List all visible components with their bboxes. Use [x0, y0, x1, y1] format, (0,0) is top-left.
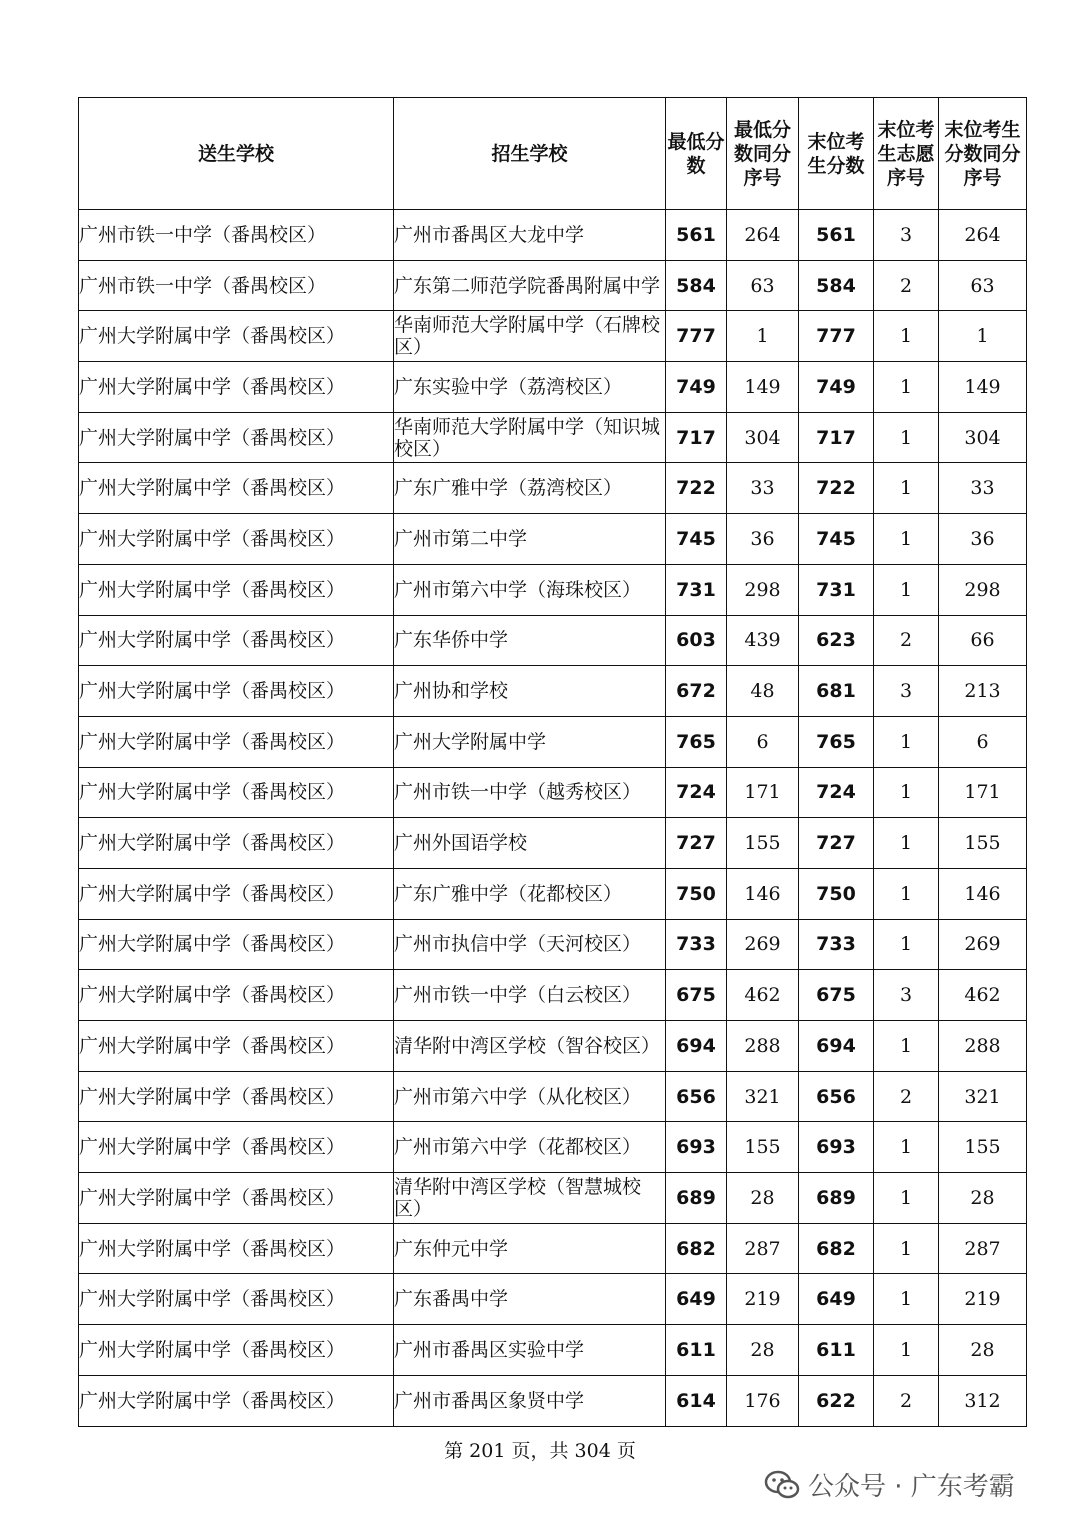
cell-last-choice: 1 [874, 412, 939, 463]
cell-last-score-rank: 6 [939, 716, 1027, 767]
cell-sending-school: 广州大学附属中学（番禺校区） [79, 1274, 394, 1325]
cell-last-score-rank: 28 [939, 1325, 1027, 1376]
wechat-icon [764, 1470, 800, 1500]
header-admitting-school: 招生学校 [394, 98, 666, 210]
cell-admitting-school: 广东广雅中学（荔湾校区） [394, 463, 666, 514]
cell-admitting-school: 广州外国语学校 [394, 818, 666, 869]
cell-sending-school: 广州大学附属中学（番禺校区） [79, 818, 394, 869]
cell-admitting-school: 广东番禺中学 [394, 1274, 666, 1325]
cell-sending-school: 广州市铁一中学（番禺校区） [79, 260, 394, 311]
cell-min-score: 749 [666, 362, 727, 413]
cell-last-score: 777 [799, 311, 874, 362]
cell-last-score: 694 [799, 1021, 874, 1072]
cell-min-score: 689 [666, 1173, 727, 1224]
table-row [79, 615, 1027, 666]
cell-min-score-rank: 264 [727, 210, 799, 261]
cell-min-score-rank: 155 [727, 1122, 799, 1173]
cell-last-score-rank: 28 [939, 1173, 1027, 1224]
cell-last-score: 733 [799, 919, 874, 970]
cell-sending-school: 广州大学附属中学（番禺校区） [79, 1173, 394, 1224]
cell-last-score: 722 [799, 463, 874, 514]
cell-admitting-school: 广州协和学校 [394, 666, 666, 717]
cell-sending-school: 广州大学附属中学（番禺校区） [79, 463, 394, 514]
cell-last-score-rank: 155 [939, 1122, 1027, 1173]
cell-last-score-rank: 1 [939, 311, 1027, 362]
cell-min-score: 727 [666, 818, 727, 869]
header-min-score: 最低分数 [666, 98, 727, 210]
cell-sending-school: 广州大学附属中学（番禺校区） [79, 514, 394, 565]
cell-last-choice: 3 [874, 210, 939, 261]
cell-last-score-rank: 287 [939, 1223, 1027, 1274]
cell-min-score-rank: 36 [727, 514, 799, 565]
cell-last-choice: 1 [874, 868, 939, 919]
cell-min-score: 656 [666, 1071, 727, 1122]
header-min-score-rank: 最低分数同分序号 [727, 98, 799, 210]
cell-min-score: 722 [666, 463, 727, 514]
cell-admitting-school: 广东仲元中学 [394, 1223, 666, 1274]
cell-admitting-school: 广州市铁一中学（白云校区） [394, 970, 666, 1021]
cell-last-choice: 3 [874, 970, 939, 1021]
cell-min-score: 603 [666, 615, 727, 666]
cell-last-choice: 1 [874, 1325, 939, 1376]
cell-last-score: 675 [799, 970, 874, 1021]
cell-last-choice: 2 [874, 1375, 939, 1426]
table-row [79, 1325, 1027, 1376]
cell-last-choice: 1 [874, 463, 939, 514]
cell-admitting-school: 清华附中湾区学校（智谷校区） [394, 1021, 666, 1072]
cell-last-choice: 1 [874, 1173, 939, 1224]
cell-admitting-school: 广东第二师范学院番禺附属中学 [394, 260, 666, 311]
cell-last-choice: 1 [874, 311, 939, 362]
cell-min-score: 675 [666, 970, 727, 1021]
cell-last-score-rank: 219 [939, 1274, 1027, 1325]
cell-admitting-school: 清华附中湾区学校（智慧城校区） [394, 1173, 666, 1224]
cell-last-score-rank: 213 [939, 666, 1027, 717]
cell-last-score: 717 [799, 412, 874, 463]
cell-admitting-school: 广州市番禺区象贤中学 [394, 1375, 666, 1426]
cell-min-score-rank: 176 [727, 1375, 799, 1426]
watermark [764, 1466, 1015, 1503]
cell-admitting-school: 广东实验中学（荔湾校区） [394, 362, 666, 413]
cell-last-choice: 1 [874, 1223, 939, 1274]
cell-last-score: 622 [799, 1375, 874, 1426]
cell-min-score: 561 [666, 210, 727, 261]
cell-sending-school: 广州大学附属中学（番禺校区） [79, 615, 394, 666]
cell-min-score: 649 [666, 1274, 727, 1325]
cell-min-score-rank: 28 [727, 1173, 799, 1224]
cell-last-score: 750 [799, 868, 874, 919]
cell-sending-school: 广州大学附属中学（番禺校区） [79, 767, 394, 818]
cell-last-choice: 1 [874, 1021, 939, 1072]
admission-table [78, 97, 1027, 1427]
header-row [79, 98, 1027, 210]
cell-min-score: 777 [666, 311, 727, 362]
table-row [79, 564, 1027, 615]
cell-admitting-school: 广州市第六中学（花都校区） [394, 1122, 666, 1173]
cell-admitting-school: 广州市铁一中学（越秀校区） [394, 767, 666, 818]
cell-admitting-school: 广州市第六中学（海珠校区） [394, 564, 666, 615]
watermark-text: 公众号 · 广东考霸 [808, 1472, 1015, 1502]
cell-min-score-rank: 462 [727, 970, 799, 1021]
cell-last-choice: 2 [874, 260, 939, 311]
cell-last-score: 765 [799, 716, 874, 767]
cell-last-choice: 1 [874, 919, 939, 970]
cell-last-score: 611 [799, 1325, 874, 1376]
table-row [79, 1274, 1027, 1325]
table-row [79, 514, 1027, 565]
cell-last-score: 727 [799, 818, 874, 869]
cell-admitting-school: 广州市执信中学（天河校区） [394, 919, 666, 970]
header-last-score: 末位考生分数 [799, 98, 874, 210]
cell-min-score: 672 [666, 666, 727, 717]
cell-min-score-rank: 33 [727, 463, 799, 514]
cell-min-score: 584 [666, 260, 727, 311]
cell-min-score-rank: 171 [727, 767, 799, 818]
table-row [79, 868, 1027, 919]
table-row [79, 1122, 1027, 1173]
cell-min-score: 750 [666, 868, 727, 919]
cell-last-score: 561 [799, 210, 874, 261]
table-row [79, 970, 1027, 1021]
cell-last-score-rank: 288 [939, 1021, 1027, 1072]
cell-last-score: 689 [799, 1173, 874, 1224]
cell-sending-school: 广州大学附属中学（番禺校区） [79, 716, 394, 767]
cell-last-score-rank: 462 [939, 970, 1027, 1021]
cell-last-score-rank: 66 [939, 615, 1027, 666]
cell-admitting-school: 华南师范大学附属中学（知识城校区） [394, 412, 666, 463]
cell-last-score: 731 [799, 564, 874, 615]
header-last-choice: 末位考生志愿序号 [874, 98, 939, 210]
cell-sending-school: 广州大学附属中学（番禺校区） [79, 1375, 394, 1426]
cell-last-score: 656 [799, 1071, 874, 1122]
cell-last-score-rank: 36 [939, 514, 1027, 565]
cell-min-score: 682 [666, 1223, 727, 1274]
cell-admitting-school: 广州市第六中学（从化校区） [394, 1071, 666, 1122]
cell-admitting-school: 广州市番禺区大龙中学 [394, 210, 666, 261]
table-row [79, 767, 1027, 818]
cell-min-score-rank: 298 [727, 564, 799, 615]
table-row [79, 1021, 1027, 1072]
cell-min-score-rank: 48 [727, 666, 799, 717]
cell-sending-school: 广州大学附属中学（番禺校区） [79, 412, 394, 463]
cell-last-choice: 1 [874, 362, 939, 413]
cell-min-score-rank: 287 [727, 1223, 799, 1274]
cell-last-score-rank: 155 [939, 818, 1027, 869]
cell-last-score: 693 [799, 1122, 874, 1173]
cell-min-score-rank: 304 [727, 412, 799, 463]
cell-min-score-rank: 28 [727, 1325, 799, 1376]
cell-last-score-rank: 63 [939, 260, 1027, 311]
cell-admitting-school: 广东华侨中学 [394, 615, 666, 666]
table-row [79, 666, 1027, 717]
cell-last-choice: 1 [874, 818, 939, 869]
cell-last-score: 745 [799, 514, 874, 565]
cell-last-choice: 1 [874, 716, 939, 767]
cell-min-score: 731 [666, 564, 727, 615]
cell-last-score-rank: 298 [939, 564, 1027, 615]
cell-min-score-rank: 63 [727, 260, 799, 311]
table-row [79, 311, 1027, 362]
cell-min-score-rank: 288 [727, 1021, 799, 1072]
cell-last-choice: 3 [874, 666, 939, 717]
table-row [79, 919, 1027, 970]
cell-admitting-school: 广东广雅中学（花都校区） [394, 868, 666, 919]
cell-last-choice: 2 [874, 615, 939, 666]
cell-last-choice: 1 [874, 767, 939, 818]
cell-sending-school: 广州大学附属中学（番禺校区） [79, 1223, 394, 1274]
cell-last-choice: 1 [874, 1274, 939, 1325]
cell-last-score-rank: 321 [939, 1071, 1027, 1122]
cell-last-score: 724 [799, 767, 874, 818]
cell-min-score-rank: 149 [727, 362, 799, 413]
cell-sending-school: 广州大学附属中学（番禺校区） [79, 362, 394, 413]
cell-sending-school: 广州大学附属中学（番禺校区） [79, 919, 394, 970]
table-row [79, 210, 1027, 261]
cell-sending-school: 广州大学附属中学（番禺校区） [79, 666, 394, 717]
table-row [79, 1375, 1027, 1426]
cell-sending-school: 广州大学附属中学（番禺校区） [79, 1122, 394, 1173]
cell-sending-school: 广州大学附属中学（番禺校区） [79, 311, 394, 362]
cell-last-choice: 1 [874, 564, 939, 615]
page-footer: 第 201 页，共 304 页 [444, 1440, 636, 1462]
cell-last-choice: 2 [874, 1071, 939, 1122]
cell-min-score: 693 [666, 1122, 727, 1173]
cell-last-score-rank: 171 [939, 767, 1027, 818]
table-row [79, 463, 1027, 514]
cell-min-score-rank: 146 [727, 868, 799, 919]
cell-last-score-rank: 146 [939, 868, 1027, 919]
cell-min-score-rank: 1 [727, 311, 799, 362]
cell-min-score: 611 [666, 1325, 727, 1376]
cell-last-score: 584 [799, 260, 874, 311]
cell-sending-school: 广州大学附属中学（番禺校区） [79, 868, 394, 919]
cell-last-score: 681 [799, 666, 874, 717]
cell-admitting-school: 华南师范大学附属中学（石牌校区） [394, 311, 666, 362]
cell-min-score: 733 [666, 919, 727, 970]
cell-last-score: 749 [799, 362, 874, 413]
cell-last-score-rank: 264 [939, 210, 1027, 261]
cell-last-score: 649 [799, 1274, 874, 1325]
cell-min-score-rank: 6 [727, 716, 799, 767]
table-row [79, 1071, 1027, 1122]
cell-last-score-rank: 304 [939, 412, 1027, 463]
cell-last-choice: 1 [874, 1122, 939, 1173]
cell-min-score: 724 [666, 767, 727, 818]
cell-sending-school: 广州市铁一中学（番禺校区） [79, 210, 394, 261]
cell-min-score-rank: 321 [727, 1071, 799, 1122]
cell-last-score-rank: 269 [939, 919, 1027, 970]
cell-sending-school: 广州大学附属中学（番禺校区） [79, 1021, 394, 1072]
cell-min-score: 717 [666, 412, 727, 463]
cell-admitting-school: 广州市番禺区实验中学 [394, 1325, 666, 1376]
table-row [79, 362, 1027, 413]
header-sending-school: 送生学校 [79, 98, 394, 210]
header-last-score-rank: 末位考生分数同分序号 [939, 98, 1027, 210]
cell-last-score: 682 [799, 1223, 874, 1274]
cell-admitting-school: 广州大学附属中学 [394, 716, 666, 767]
table-row [79, 260, 1027, 311]
table-row [79, 1173, 1027, 1224]
table-row [79, 818, 1027, 869]
cell-min-score: 614 [666, 1375, 727, 1426]
table-row [79, 716, 1027, 767]
cell-min-score-rank: 219 [727, 1274, 799, 1325]
cell-min-score-rank: 155 [727, 818, 799, 869]
cell-sending-school: 广州大学附属中学（番禺校区） [79, 970, 394, 1021]
table-row [79, 1223, 1027, 1274]
cell-admitting-school: 广州市第二中学 [394, 514, 666, 565]
cell-min-score-rank: 269 [727, 919, 799, 970]
table-row [79, 412, 1027, 463]
cell-last-score-rank: 312 [939, 1375, 1027, 1426]
cell-min-score: 745 [666, 514, 727, 565]
cell-sending-school: 广州大学附属中学（番禺校区） [79, 1071, 394, 1122]
cell-min-score-rank: 439 [727, 615, 799, 666]
cell-min-score: 765 [666, 716, 727, 767]
cell-min-score: 694 [666, 1021, 727, 1072]
cell-last-score-rank: 33 [939, 463, 1027, 514]
cell-last-choice: 1 [874, 514, 939, 565]
cell-last-score-rank: 149 [939, 362, 1027, 413]
cell-sending-school: 广州大学附属中学（番禺校区） [79, 564, 394, 615]
cell-last-score: 623 [799, 615, 874, 666]
cell-sending-school: 广州大学附属中学（番禺校区） [79, 1325, 394, 1376]
